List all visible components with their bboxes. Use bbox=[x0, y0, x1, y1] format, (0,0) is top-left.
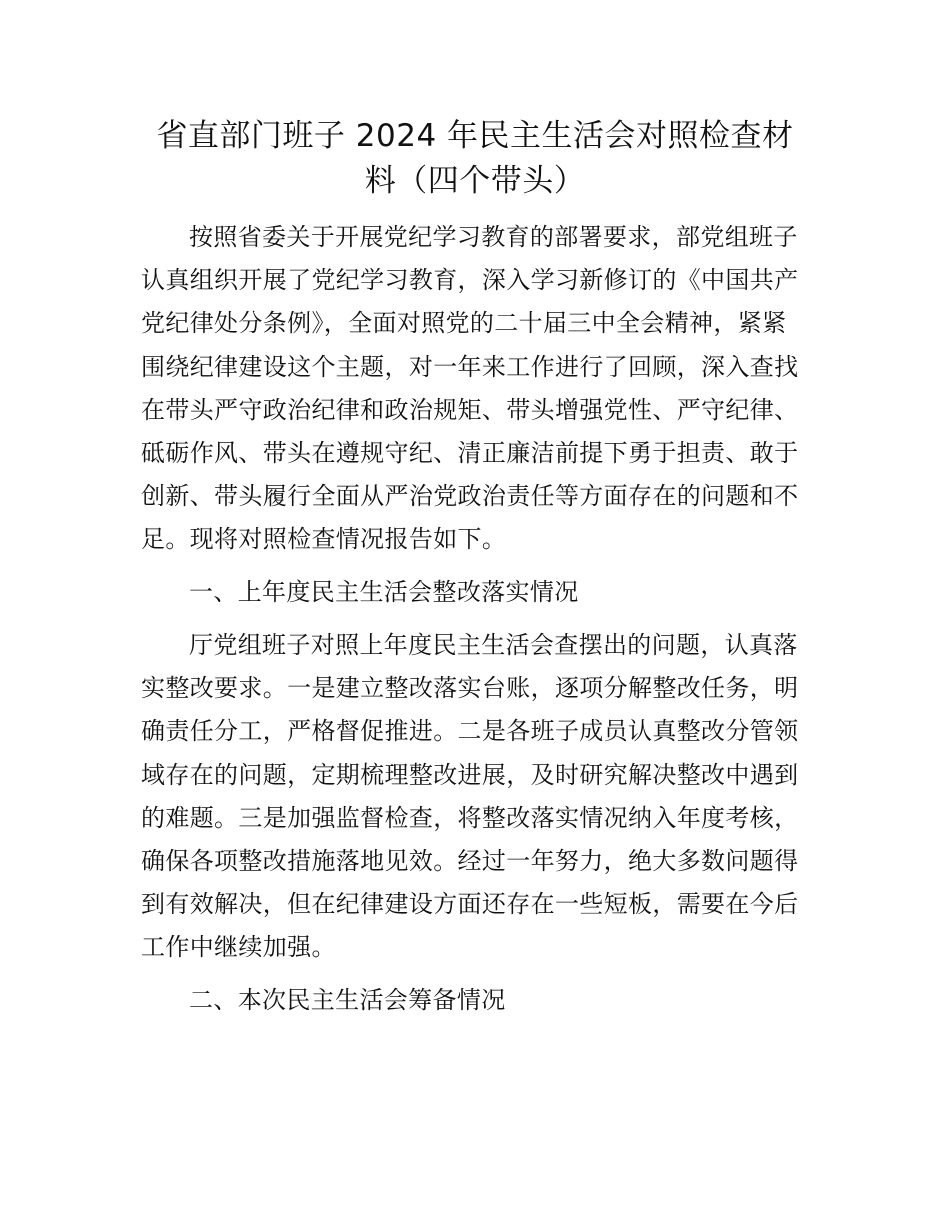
title-line: 省直部门班子 2024 年民主生活会对照检查材 bbox=[156, 118, 794, 154]
rectification-paragraph bbox=[141, 624, 811, 970]
paragraph-line: 实整改要求。一是建立整改落实台账，逐项分解整改任务，明 bbox=[141, 674, 799, 703]
paragraph-line: 确保各项整改措施落地见效。经过一年努力，绝大多数问题得 bbox=[141, 847, 799, 876]
paragraph-line: 创新、带头履行全面从严治党政治责任等方面存在的问题和不 bbox=[141, 482, 799, 511]
paragraph-line: 按照省委关于开展党纪学习教育的部署要求，部党组班子 bbox=[189, 223, 798, 251]
paragraph-line: 到有效解决，但在纪律建设方面还存在一些短板，需要在今后 bbox=[141, 890, 799, 919]
paragraph-line: 工作中继续加强。 bbox=[141, 933, 336, 962]
paragraph-line: 党纪律处分条例》，全面对照党的二十届三中全会精神，紧紧 bbox=[141, 309, 787, 338]
paragraph-line: 域存在的问题，定期梳理整改进展，及时研究解决整改中遇到 bbox=[141, 760, 799, 789]
paragraph-line: 围绕纪律建设这个主题，对一年来工作进行了回顾，深入查找 bbox=[141, 352, 799, 381]
paragraph-line: 砥砺作风、带头在遵规守纪、清正廉洁前提下勇于担责、敢于 bbox=[141, 439, 799, 468]
paragraph-line: 认真组织开展了党纪学习教育，深入学习新修订的《中国共产 bbox=[141, 266, 799, 295]
title-line: 料（四个带头） bbox=[364, 163, 586, 199]
paragraph-line: 在带头严守政治纪律和政治规矩、带头增强党性、严守纪律、 bbox=[141, 395, 799, 424]
paragraph-line: 足。现将对照检查情况报告如下。 bbox=[141, 525, 507, 554]
paragraph-line: 的难题。三是加强监督检查，将整改落实情况纳入年度考核， bbox=[141, 803, 799, 832]
intro-paragraph bbox=[141, 216, 811, 562]
section-heading-1: 一、上年度民主生活会整改落实情况 bbox=[189, 578, 579, 606]
document-title bbox=[140, 114, 810, 204]
paragraph-line: 确责任分工，严格督促推进。二是各班子成员认真整改分管领 bbox=[141, 717, 799, 746]
section-heading-2: 二、本次民主生活会筹备情况 bbox=[189, 986, 506, 1014]
paragraph-line: 厅党组班子对照上年度民主生活会查摆出的问题，认真落 bbox=[189, 631, 798, 659]
